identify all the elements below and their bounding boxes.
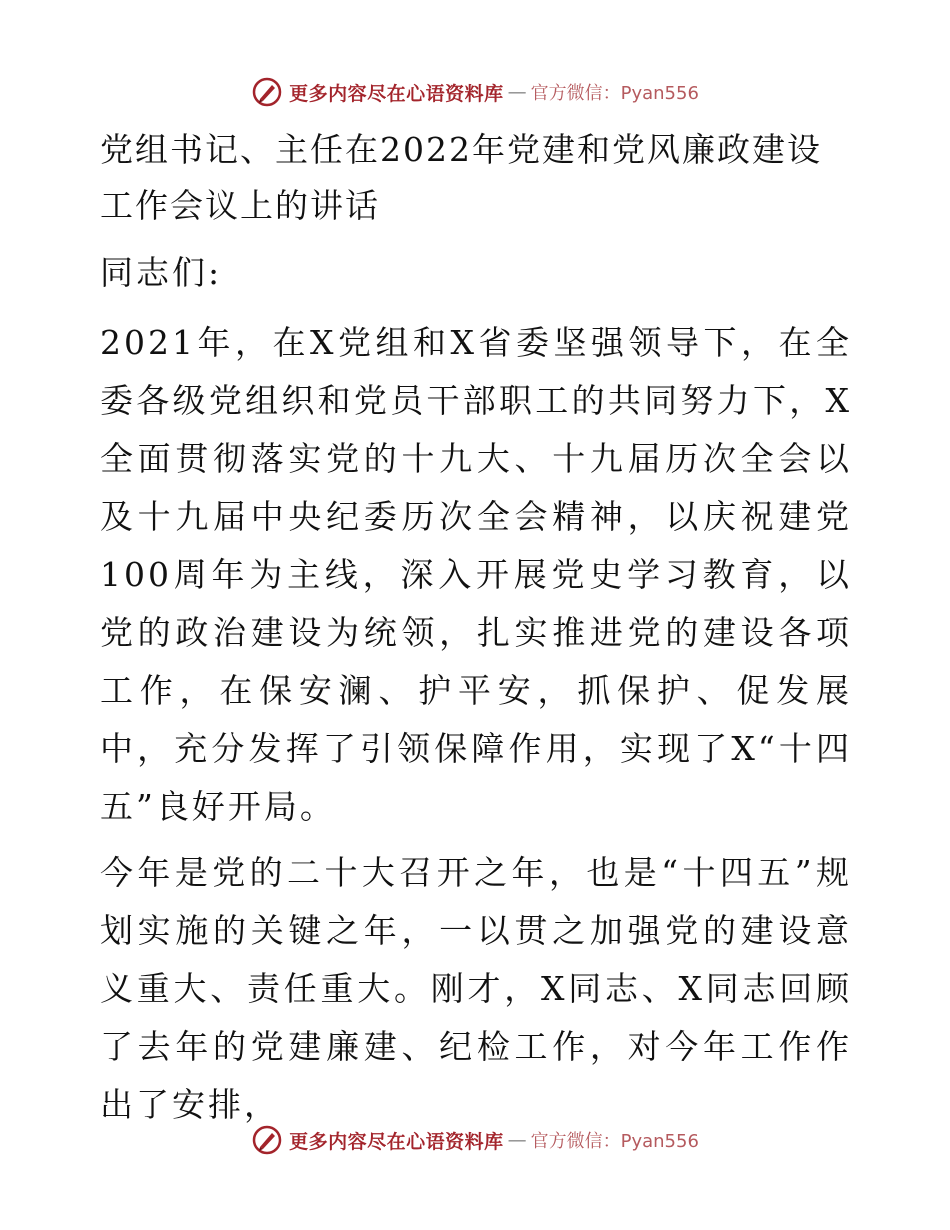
banner-separator: — [507, 1129, 527, 1151]
banner-text: 更多内容尽在心语资料库 [289, 82, 504, 105]
pen-logo-icon [251, 76, 283, 108]
paragraph-2: 今年是党的二十大召开之年，也是“十四五”规划实施的关键之年，一以贯之加强党的建设意义重大、责任重大。刚才，X同志、X同志回顾了去年的党建廉建、纪检工作，对今年工作作出了安排， [100, 853, 852, 1124]
header-banner [0, 72, 950, 112]
document-body [100, 122, 852, 1142]
paragraph-1: 2021年，在X党组和X省委坚强领导下，在全委各级党组织和党员干部职工的共同努力下，X全面贯彻落实党的十九大、十九届历次全会以及十九届中央纪委历次全会精神，以庆祝建党100周年为主线，深入开展党史学习教育，以党的政治建设为统领，扎实推进党的建设各项工作，在保安澜、护平安，抓保护、促发展中，充分发挥了引领保障作用，实现了X“十四五”良好开局。 [100, 323, 852, 826]
greeting: 同志们: [100, 253, 223, 292]
pen-logo-icon [251, 1124, 283, 1156]
banner-text: 更多内容尽在心语资料库 [289, 1130, 504, 1153]
banner-separator: — [507, 81, 527, 103]
footer-banner [0, 1120, 950, 1160]
banner-wechat: 官方微信：Pyan556 [530, 83, 699, 104]
banner-wechat: 官方微信：Pyan556 [530, 1131, 699, 1152]
document-title: 党组书记、主任在2022年党建和党风廉政建设工作会议上的讲话 [100, 130, 822, 225]
